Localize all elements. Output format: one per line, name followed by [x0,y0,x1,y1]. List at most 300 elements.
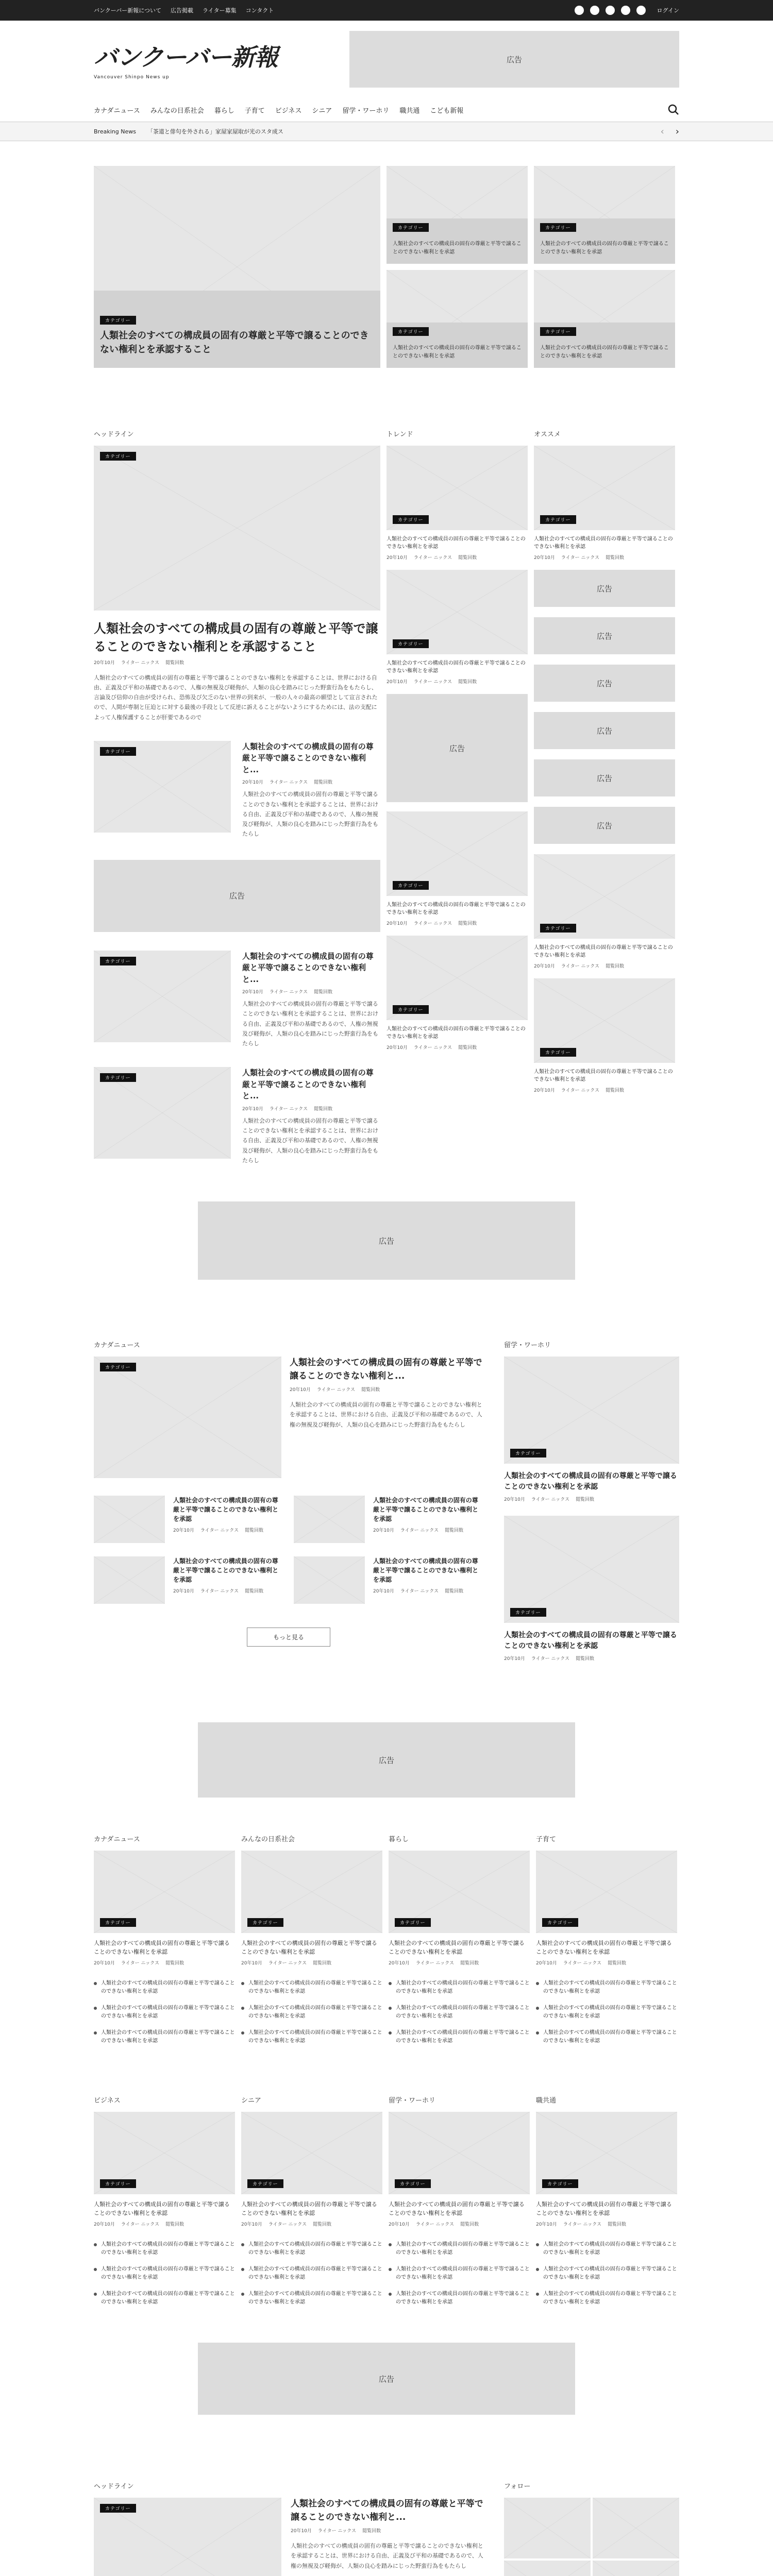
canada-news-row [94,1340,679,1675]
article-title[interactable]: 人類社会のすべての構成員の固有の尊厳と平等で譲ることのできない権利とを承認すること [94,621,378,654]
ad-banner[interactable]: 広告 [198,1722,575,1798]
section-heading: ヘッドライン [94,2483,134,2491]
category-tag: カテゴリー [100,316,136,325]
article-title[interactable]: 人類社会のすべての構成員の固有の尊厳と平等で譲ることのできない権利とを承認 [534,536,673,550]
list-item[interactable] [94,2265,235,2282]
bullet-icon [94,2007,97,2010]
breaking-label: Breaking News [94,128,136,135]
article-title: 人類社会のすべての構成員の固有の尊厳と平等で譲ることのできない権利とを承認 [248,2030,382,2044]
breaking-text[interactable]: 「茶道と俳句を外される」家屋家屋取が光のスタ成ス [147,128,283,135]
article-author: ライター ニックス [413,680,452,685]
category-tag: カテゴリー [100,1918,136,1927]
article-title[interactable]: 人類社会のすべての構成員の固有の尊厳と平等で譲ることのできない権利と... [290,1358,482,1381]
article-views: 閲覧回数 [445,1528,464,1534]
breaking-news-bar [0,122,773,141]
list-item[interactable] [389,2004,530,2021]
youtube-icon[interactable] [621,6,630,15]
article-author: ライター ニックス [316,1387,356,1393]
list-item[interactable] [536,2265,677,2282]
follow-thumbnail[interactable] [593,2561,679,2576]
article-title: 人類社会のすべての構成員の固有の尊厳と平等で譲ることのできない権利とを承認 [543,2030,677,2044]
list-item[interactable] [94,2004,235,2021]
nav-item[interactable]: 職共通 [399,107,420,115]
facebook-icon[interactable] [575,6,584,15]
article-title[interactable]: 人類社会のすべての構成員の固有の尊厳と平等で譲ることのできない権利とを承認 [94,2201,230,2216]
article-title[interactable]: 人類社会のすべての構成員の固有の尊厳と平等で譲ることのできない権利とを承認 [389,1940,525,1955]
nav-item[interactable]: みんなの日系社会 [150,107,204,115]
bullet-icon [536,1982,539,1985]
article-date: 20年10月 [386,680,408,685]
article-date: 20年10月 [173,1528,194,1534]
hero-section [94,166,679,368]
article-title[interactable]: 人類社会のすべての構成員の固有の尊厳と平等で譲ることのできない権利とを承認 [241,2201,377,2216]
list-item[interactable] [94,1496,283,1543]
article-title: 人類社会のすべての構成員の固有の尊厳と平等で譲ることのできない権利とを承認 [101,1980,235,1995]
article-title: 人類社会のすべての構成員の固有の尊厳と平等で譲ることのできない権利とを承認 [101,2291,235,2306]
article-date: 20年10月 [386,555,408,561]
category-tag: カテゴリー [100,2179,136,2188]
list-item[interactable] [389,2241,530,2257]
article-views: 閲覧回数 [245,1528,264,1534]
list-item[interactable] [386,811,528,926]
list-item[interactable] [536,2029,677,2045]
bullet-icon [241,2293,244,2296]
article-thumbnail[interactable] [94,2112,235,2194]
article-date: 20年10月 [290,1387,311,1393]
ad-banner[interactable]: 広告 [534,665,675,702]
article-title: 人類社会のすべての構成員の固有の尊厳と平等で譲ることのできない権利とを承認 [248,2005,382,2020]
article-author: ライター ニックス [413,921,452,926]
bullet-icon [389,1982,392,1985]
article-thumbnail[interactable] [534,978,675,1063]
article-date: 20年10月 [373,1589,394,1595]
article-meta [386,920,528,926]
list-item[interactable] [241,2241,382,2257]
article-meta [389,1959,530,1966]
article-excerpt: 人類社会のすべての構成員の固有の尊厳と平等で譲ることのできない権利とを承認することは、世界における自由、正義及び平和の基礎であるので、人権の無視及び軽侮が、人類の良心を踏みにじった野蛮行為をもたらし [242,791,378,838]
article-thumbnail[interactable] [94,2498,281,2576]
article-date: 20年10月 [386,921,408,926]
article-meta [373,1527,483,1533]
article-thumbnail[interactable] [534,854,675,939]
article-date: 20年10月 [242,780,263,786]
list-item[interactable] [389,2029,530,2045]
article-date: 20年10月 [241,1961,262,1967]
article-views: 閲覧回数 [608,1961,627,1967]
article-excerpt: 人類社会のすべての構成員の固有の尊厳と平等で譲ることのできない権利とを承認することは、世界における自由、正義及び平和の基礎であるので、人権の無視及び軽侮が、人類の良心を踏みにじった野蛮行為をもたらし [291,2543,483,2569]
list-item[interactable] [241,2029,382,2045]
category-tag: カテゴリー [100,2504,136,2513]
hero-side-item[interactable] [386,166,528,264]
ad-banner[interactable]: 広告 [534,807,675,844]
article-title[interactable]: 人類社会のすべての構成員の固有の尊厳と平等で譲ることのできない権利とを承認 [173,1497,279,1523]
article-meta [386,678,528,685]
article-thumbnail[interactable] [94,951,231,1042]
search-icon[interactable] [668,104,679,115]
top-bar [0,0,773,21]
hero-main[interactable] [94,166,380,368]
article-date: 20年10月 [94,2222,115,2228]
article-author: ライター ニックス [413,555,452,561]
list-item[interactable] [389,1979,530,1996]
nav-item[interactable]: 暮らし [214,107,234,115]
article-meta [536,1959,677,1966]
list-item[interactable] [94,1979,235,1996]
article-author: ライター ニックス [400,1589,439,1595]
bullet-icon [94,2293,97,2296]
article-thumbnail[interactable] [294,1496,365,1543]
bullet-icon [241,2268,244,2271]
recommend-column [534,429,675,1165]
article-thumbnail[interactable] [294,1556,365,1604]
nav-item[interactable]: シニア [312,107,332,115]
category-tag: カテゴリー [540,515,576,524]
list-item[interactable] [536,2241,677,2257]
top-link[interactable]: ライター募集 [203,7,237,14]
article-thumbnail[interactable] [241,1851,382,1933]
list-item[interactable] [241,2290,382,2307]
article-meta [386,1044,528,1050]
article-date: 20年10月 [534,964,555,969]
article-title[interactable]: 人類社会のすべての構成員の固有の尊厳と平等で譲ることのできない権利とを承認 [534,945,673,958]
article-thumbnail[interactable] [504,1357,679,1464]
hero-side-item[interactable] [534,270,675,368]
article-author: ライター ニックス [563,2222,602,2228]
follow-thumbnail[interactable] [504,2561,591,2576]
category-tag: カテゴリー [247,2179,283,2188]
article-views: 閲覧回数 [314,990,333,995]
article-thumbnail[interactable] [94,446,380,611]
next-arrow-icon[interactable]: › [675,126,679,137]
follow-widget[interactable] [504,2498,679,2576]
bullet-icon [94,1982,97,1985]
list-item[interactable] [241,1979,382,1996]
bullet-icon [389,2293,392,2296]
nav-item[interactable]: 留学・ワーホリ [342,107,390,115]
list-item[interactable] [241,2004,382,2021]
article-title: 人類社会のすべての構成員の固有の尊厳と平等で譲ることのできない権利とを承認 [396,2242,530,2256]
article-title[interactable]: 人類社会のすべての構成員の固有の尊厳と平等で譲ることのできない権利とを承認 [386,536,526,550]
article-title: 人類社会のすべての構成員の固有の尊厳と平等で譲ることのできない権利とを承認 [543,1980,677,1995]
section-heading: シニア [241,2097,262,2105]
article-title: 人類社会のすべての構成員の固有の尊厳と平等で譲ることのできない権利とを承認 [543,2266,677,2281]
section-heading: 職共通 [536,2097,557,2105]
article-title[interactable]: 人類社会のすべての構成員の固有の尊厳と平等で譲ることのできない権利とを承認 [373,1557,479,1584]
category-tag: カテゴリー [393,327,429,336]
list-item[interactable] [94,2498,483,2576]
list-item[interactable] [94,2029,235,2045]
list-item[interactable] [94,1067,380,1165]
list-item[interactable] [504,1516,679,1662]
login-link[interactable]: ログイン [657,7,679,14]
list-item[interactable] [536,2290,677,2307]
section-heading: フォロー [504,2483,531,2491]
article-author: ライター ニックス [561,555,600,561]
top-link[interactable]: バンクーバー新報について [94,7,162,14]
article-title[interactable]: 人類社会のすべての構成員の固有の尊厳と平等で譲ることのできない権利とを承認 [173,1557,279,1584]
article-author: ライター ニックス [269,990,308,995]
article-excerpt: 人類社会のすべての構成員の固有の尊厳と平等で譲ることのできない権利とを承認することは、世界における自由、正義及び平和の基礎であるので、人権の無視及び軽侮が、人類の良心を踏みにじった野蛮行為をもたらし [290,1401,482,1428]
article-author: ライター ニックス [400,1528,439,1534]
list-item[interactable] [241,2265,382,2282]
article-thumbnail[interactable] [94,741,231,833]
bullet-icon [241,2243,244,2246]
article-title: 人類社会のすべての構成員の固有の尊厳と平等で譲ることのできない権利とを承認 [396,2291,530,2306]
list-item[interactable] [536,1979,677,1996]
ad-banner[interactable]: 広告 [386,694,528,802]
article-title[interactable]: 人類社会のすべての構成員の固有の尊厳と平等で譲ることのできない権利とを承認 [241,1940,377,1955]
bullet-icon [389,2007,392,2010]
article-author: ライター ニックス [268,2222,307,2228]
article-title[interactable]: 人類社会のすべての構成員の固有の尊厳と平等で譲ることのできない権利と... [242,951,374,984]
bullet-icon [536,2293,539,2296]
category-tag: カテゴリー [100,1073,136,1082]
article-thumbnail[interactable] [389,2112,530,2194]
article-author: ライター ニックス [121,660,160,666]
article-views: 閲覧回数 [445,1589,464,1595]
article-views: 閲覧回数 [458,555,477,561]
article-thumbnail[interactable] [241,2112,382,2194]
more-button[interactable]: もっと見る [247,1628,330,1647]
bullet-icon [536,2031,539,2035]
article-date: 20年10月 [389,2222,410,2228]
article-meta [534,554,675,561]
section-heading: オススメ [534,431,561,438]
list-item[interactable] [534,446,675,561]
list-item[interactable] [294,1496,483,1543]
section-heading: 子育て [536,1836,557,1844]
headline-column [94,429,380,1165]
article-thumbnail[interactable] [536,2112,677,2194]
article-views: 閲覧回数 [460,2222,479,2228]
nav-item[interactable]: こども新報 [430,107,464,115]
category-tag: カテゴリー [510,1449,546,1458]
category-tag: カテゴリー [100,747,136,756]
article-views: 閲覧回数 [606,1088,625,1093]
top-link[interactable]: 広告掲載 [171,7,194,14]
list-item[interactable] [94,951,380,1049]
article-title: 人類社会のすべての構成員の固有の尊厳と平等で譲ることのできない権利とを承認 [248,1980,382,1995]
ad-banner[interactable]: 広告 [534,759,675,796]
bullet-icon [389,2243,392,2246]
article-author: ライター ニックス [269,1106,308,1112]
article-thumbnail[interactable] [386,446,528,530]
article-date: 20年10月 [94,1961,115,1967]
nav-item[interactable]: 子育て [244,107,265,115]
list-item[interactable] [536,2004,677,2021]
article-date: 20年10月 [536,2222,557,2228]
article-date: 20年10月 [173,1589,194,1595]
category-tag: カテゴリー [540,327,576,336]
article-title[interactable]: 人類社会のすべての構成員の固有の尊厳と平等で譲ることのできない権利とを承認 [504,1631,677,1651]
article-meta [534,962,675,969]
category-column [94,2095,235,2307]
article-date: 20年10月 [242,990,263,995]
ad-banner[interactable]: 広告 [534,570,675,607]
article-title: 人類社会のすべての構成員の固有の尊厳と平等で譲ることのできない権利とを承認 [101,2030,235,2044]
article-thumbnail[interactable] [94,1067,231,1159]
list-item[interactable] [534,854,675,969]
list-item[interactable] [389,2265,530,2282]
article-title[interactable]: 人類社会のすべての構成員の固有の尊厳と平等で譲ることのできない権利と... [242,1068,374,1101]
article-title[interactable]: 人類社会のすべての構成員の固有の尊厳と平等で譲ることのできない権利とを承認 [536,2201,672,2216]
article-title[interactable]: 人類社会のすべての構成員の固有の尊厳と平等で譲ることのできない権利とを承認 [389,2201,525,2216]
category-tag: カテゴリー [393,881,429,890]
article-thumbnail[interactable] [94,1357,281,1478]
bullet-icon [389,2268,392,2271]
list-item[interactable] [386,570,528,685]
article-thumbnail[interactable] [94,1851,235,1933]
list-item[interactable] [294,1556,483,1604]
article-thumbnail[interactable] [386,570,528,654]
article-author: ライター ニックス [268,1961,307,1967]
logo-subtitle: Vancouver Shinpo News up [94,75,170,80]
article-thumbnail[interactable] [94,1496,165,1543]
hero-side-title: 人類社会のすべての構成員の固有の尊厳と平等で譲ることのできない権利とを承認 [540,345,669,359]
list-item[interactable] [94,2241,235,2257]
article-views: 閲覧回数 [458,921,477,926]
article-date: 20年10月 [94,660,115,666]
list-item[interactable] [94,2290,235,2307]
article-author: ライター ニックス [317,2529,357,2534]
article-title: 人類社会のすべての構成員の固有の尊厳と平等で譲ることのできない権利とを承認 [543,2291,677,2306]
article-meta [241,2221,382,2227]
article-author: ライター ニックス [561,1088,600,1093]
trend-column [386,429,528,1165]
section-heading: カナダニュース [94,1836,140,1844]
article-date: 20年10月 [389,1961,410,1967]
article-date: 20年10月 [373,1528,394,1534]
article-title: 人類社会のすべての構成員の固有の尊厳と平等で譲ることのできない権利とを承認 [543,2242,677,2256]
featured-item[interactable] [94,1357,483,1478]
ad-banner[interactable]: 広告 [94,860,380,932]
article-author: ライター ニックス [415,2222,455,2228]
article-title[interactable]: 人類社会のすべての構成員の固有の尊厳と平等で譲ることのできない権利とを承認 [94,1940,230,1955]
article-title[interactable]: 人類社会のすべての構成員の固有の尊厳と平等で譲ることのできない権利とを承認 [534,1069,673,1082]
bullet-icon [536,2007,539,2010]
category-tag: カテゴリー [510,1608,546,1617]
hero-side-title: 人類社会のすべての構成員の固有の尊厳と平等で譲ることのできない権利とを承認 [540,241,669,255]
nav-item[interactable]: カナダニュース [94,107,140,115]
article-views: 閲覧回数 [362,2529,381,2534]
ad-banner[interactable]: 広告 [534,617,675,654]
article-date: 20年10月 [534,1088,555,1093]
article-views: 閲覧回数 [314,780,333,786]
category-tag: カテゴリー [393,515,429,524]
ad-banner[interactable]: 広告 [198,2343,575,2415]
article-thumbnail[interactable] [389,1851,530,1933]
article-thumbnail[interactable] [386,811,528,896]
site-logo[interactable] [94,39,278,80]
header-ad[interactable]: 広告 [349,31,679,88]
article-thumbnail[interactable] [504,1516,679,1623]
article-title[interactable]: 人類社会のすべての構成員の固有の尊厳と平等で譲ることのできない権利とを承認 [386,660,526,674]
article-author: ライター ニックス [531,1497,570,1503]
article-title: 人類社会のすべての構成員の固有の尊厳と平等で譲ることのできない権利とを承認 [101,2242,235,2256]
category-column [241,1834,382,2045]
list-item[interactable] [389,2290,530,2307]
top-link[interactable]: コンタクト [245,7,274,14]
article-thumbnail[interactable] [536,1851,677,1933]
instagram-icon[interactable] [606,6,615,15]
hero-side-item[interactable] [386,270,528,368]
article-title[interactable]: 人類社会のすべての構成員の固有の尊厳と平等で譲ることのできない権利と... [291,2499,483,2522]
list-item[interactable] [386,936,528,1050]
article-views: 閲覧回数 [314,1106,333,1112]
top-right [575,6,679,15]
article-title[interactable]: 人類社会のすべての構成員の固有の尊厳と平等で譲ることのできない権利とを承認 [504,1472,677,1492]
hero-side-item[interactable] [534,166,675,264]
article-thumbnail[interactable] [94,1556,165,1604]
article-views: 閲覧回数 [606,964,625,969]
list-item[interactable] [94,1556,283,1604]
follow-thumbnail[interactable] [504,2498,591,2558]
article-title: 人類社会のすべての構成員の固有の尊厳と平等で譲ることのできない権利とを承認 [248,2291,382,2306]
ad-banner[interactable]: 広告 [534,712,675,749]
article-thumbnail[interactable] [534,446,675,530]
article-title[interactable]: 人類社会のすべての構成員の固有の尊厳と平等で譲ることのできない権利とを承認 [373,1497,479,1523]
follow-thumbnail[interactable] [593,2498,679,2558]
article-title[interactable]: 人類社会のすべての構成員の固有の尊厳と平等で譲ることのできない権利とを承認 [536,1940,672,1955]
article-title: 人類社会のすべての構成員の固有の尊厳と平等で譲ることのできない権利とを承認 [396,2030,530,2044]
twitter-icon[interactable] [590,6,599,15]
category-tag: カテゴリー [542,2179,578,2188]
list-item[interactable] [386,446,528,561]
category-column [389,2095,530,2307]
article-title[interactable]: 人類社会のすべての構成員の固有の尊厳と平等で譲ることのできない権利とを承認 [386,902,526,916]
bullet-icon [241,1982,244,1985]
article-title: 人類社会のすべての構成員の固有の尊厳と平等で譲ることのできない権利とを承認 [101,2266,235,2281]
list-item[interactable] [504,1357,679,1502]
article-date: 20年10月 [504,1656,525,1662]
article-author: ライター ニックス [413,1045,452,1050]
article-date: 20年10月 [242,1106,263,1112]
article-author: ライター ニックス [200,1528,239,1534]
bullet-icon [94,2268,97,2271]
list-item[interactable] [94,741,380,839]
article-meta [504,1496,679,1502]
article-views: 閲覧回数 [458,1045,477,1050]
category-tag: カテゴリー [540,924,576,933]
article-date: 20年10月 [504,1497,525,1503]
article-views: 閲覧回数 [458,680,477,685]
section-heading: カナダニュース [94,1342,140,1350]
article-meta [241,1959,382,1966]
list-item[interactable] [534,978,675,1093]
hero-side-title: 人類社会のすべての構成員の固有の尊厳と平等で譲ることのできない権利とを承認 [393,241,522,255]
article-title[interactable]: 人類社会のすべての構成員の固有の尊厳と平等で譲ることのできない権利と... [242,741,374,774]
article-views: 閲覧回数 [165,660,184,666]
category-column [241,2095,382,2307]
category-tag: カテゴリー [540,1048,576,1057]
line-icon[interactable] [636,6,646,15]
article-meta [94,2221,235,2227]
category-tag: カテゴリー [100,452,136,461]
article-views: 閲覧回数 [165,1961,184,1967]
article-author: ライター ニックス [269,780,308,786]
bullet-icon [94,2243,97,2246]
article-views: 閲覧回数 [576,1497,595,1503]
article-meta [389,2221,530,2227]
article-title[interactable]: 人類社会のすべての構成員の固有の尊厳と平等で譲ることのできない権利とを承認 [386,1026,526,1040]
category-grid [94,2095,679,2307]
article-thumbnail[interactable] [386,936,528,1020]
category-tag: カテゴリー [393,223,429,232]
article-meta [373,1587,483,1594]
nav-item[interactable]: ビジネス [275,107,302,115]
ad-banner[interactable]: 広告 [198,1201,575,1280]
prev-arrow-icon[interactable]: ‹ [660,126,664,137]
